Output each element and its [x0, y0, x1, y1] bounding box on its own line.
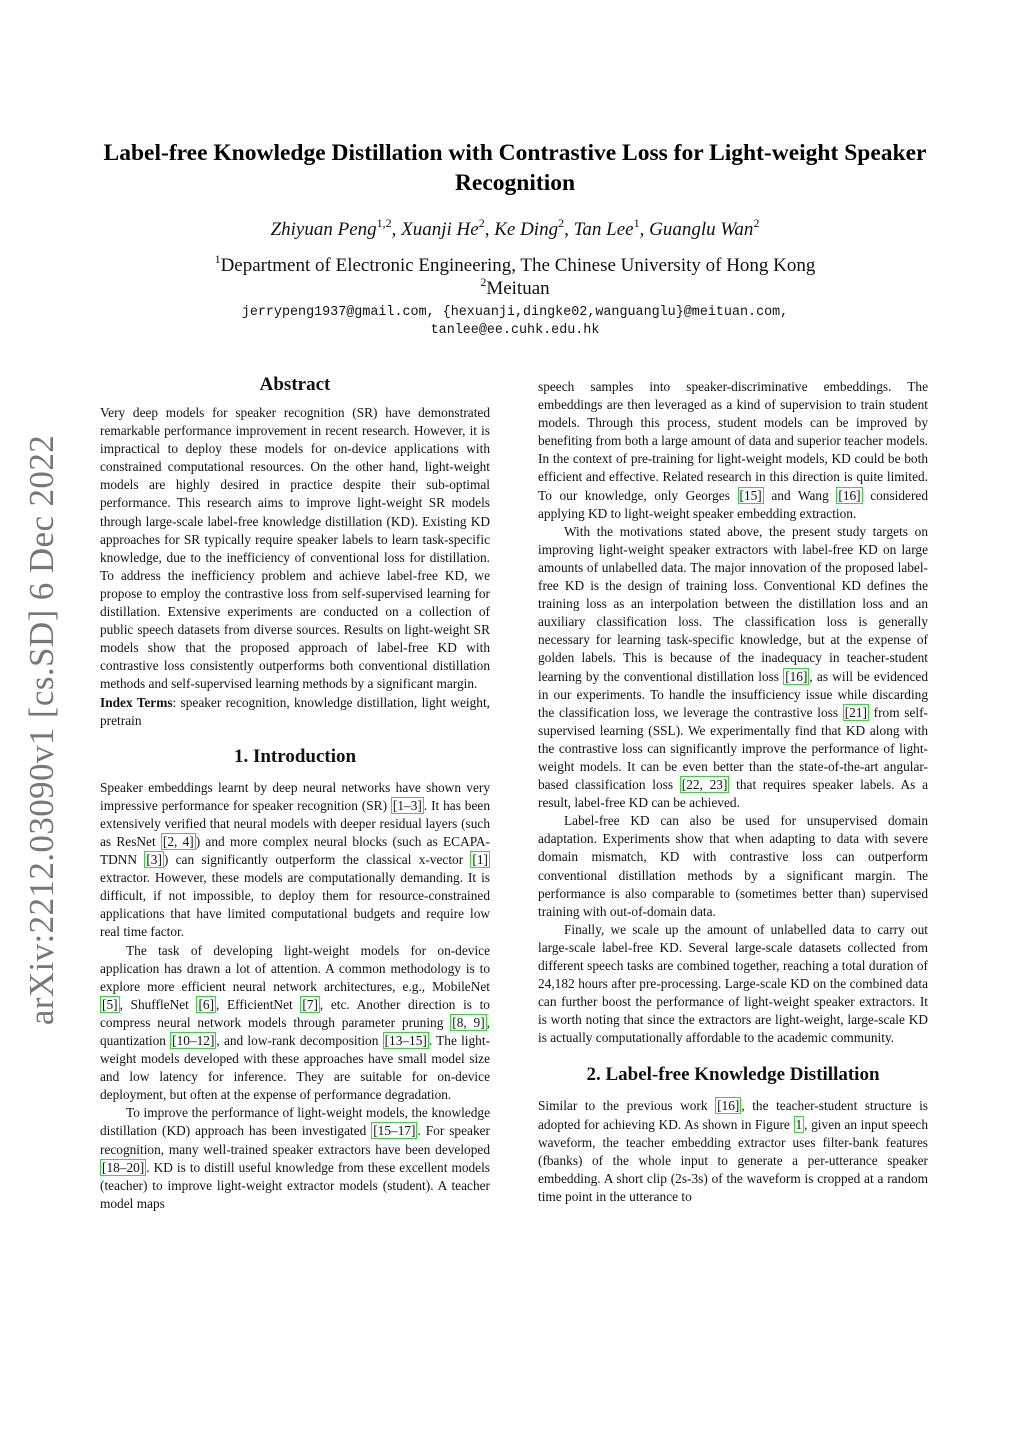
author-affiliation-mark: 1	[633, 216, 640, 230]
citation-link[interactable]: [21]	[844, 704, 867, 720]
citation-link[interactable]: [6]	[198, 996, 215, 1012]
citation-link[interactable]: [16]	[717, 1098, 740, 1114]
index-terms-text: : speaker recognition, knowledge distillation, light weight, pretrain	[100, 694, 490, 728]
intro-paragraph: Label-free KD can also be used for unsupervised domain adaptation. Experiments show that when adapting to data with severe domain mismatch, KD with contrastive loss can outperform conventional distillation methods by a significant margin. The performance is also comparable to (sometimes better than) supervised training with out-of-domain data.	[538, 813, 928, 919]
index-terms-label: Index Terms	[100, 694, 173, 710]
citation-link[interactable]: [1–3]	[392, 797, 422, 813]
arxiv-identifier[interactable]: arXiv:2212.03090v1 [cs.SD] 6 Dec 2022	[22, 434, 61, 1026]
paper-header	[100, 138, 930, 340]
citation-link[interactable]: [15]	[739, 487, 762, 503]
abstract-heading: Abstract	[259, 374, 331, 395]
affiliation-mark: 2	[480, 275, 487, 289]
citation-link[interactable]: [3]	[146, 852, 162, 868]
affiliation-text: Meituan	[486, 278, 550, 299]
email-line: tanlee@ee.cuhk.edu.hk	[430, 323, 600, 338]
citation-link[interactable]: [2, 4]	[162, 833, 194, 849]
author-name: Xuanji He	[401, 219, 479, 240]
introduction-heading: 1. Introduction	[233, 745, 357, 767]
citation-link[interactable]: [13–15]	[384, 1033, 427, 1048]
author-name: Ke Ding	[494, 219, 559, 240]
intro-paragraph: Finally, we scale up the amount of unlabelled data to carry out large-scale label-free KD. Several large-scale datasets collected from different speech tasks are combined together, reaching a total duration of 24,182 hours after pre-processing. Large-scale KD on the combined data can further boost the performance of light-weight speaker extractors. It is worth noting that since the extractors are light-weight, large-scale KD is actually computationally affordable to the academic community.	[538, 921, 928, 1046]
affiliation	[100, 277, 930, 300]
citation-link[interactable]: [16]	[838, 487, 861, 503]
citation-link[interactable]: [10–12]	[172, 1033, 215, 1048]
citation-link[interactable]: [8, 9]	[452, 1014, 485, 1030]
paper-title: Label-free Knowledge Distillation with Contrastive Loss for Light-weight Speaker Recognition	[103, 140, 927, 196]
right-column	[538, 378, 928, 1206]
author-name: Zhiyuan Peng	[270, 219, 377, 240]
author-affiliation-mark: 2	[558, 216, 565, 230]
label-free-kd-heading: 2. Label-free Knowledge Distillation	[586, 1064, 880, 1086]
affiliation	[100, 254, 930, 277]
index-terms	[100, 694, 490, 730]
intro-paragraph: To improve the performance of light-weight models, the knowledge distillation (KD) approach has been investigated [15–17] . For speaker recognition, many well-trained speaker extractors have been developed [18–20] . KD is to distill useful knowledge from these excellent models (teacher) to improve light-weight extractor models (student). A teacher model maps	[100, 1105, 490, 1211]
author-name: Guanglu Wan	[649, 219, 754, 240]
author-affiliation-mark: 2	[478, 216, 485, 230]
citation-link[interactable]: [16]	[785, 668, 808, 684]
citation-link[interactable]: [18–20]	[102, 1159, 145, 1175]
author-affiliation-mark: 1,2	[376, 216, 392, 230]
email-line: jerrypeng1937@gmail.com, {hexuanji,dingke02,wanguanglu}@meituan.com,	[241, 305, 789, 320]
left-column	[100, 372, 490, 1213]
author-list: Zhiyuan Peng$^{1,2}$, Xuanji He$^2$, Ke Ding$^2$, Tan Lee$^1$, Guanglu Wan$^2$	[270, 216, 760, 240]
citation-link[interactable]: [1]	[472, 852, 488, 868]
author-name: Tan Lee	[573, 219, 634, 240]
author-affiliation-mark: 2	[753, 216, 760, 230]
section-paragraph: Similar to the previous work [16] , the teacher-student structure is adopted for achieving KD. As shown in Figure 1 , given an input speech waveform, the teacher embedding extractor uses filter-bank features (fbanks) of the whole input to generate a per-utterance speaker embedding. A short clip (2s-3s) of the waveform is cropped at a random time point in the utterance to	[538, 1098, 929, 1204]
abstract-text: Very deep models for speaker recognition (SR) have demonstrated remarkable performance improvement in recent research. However, it is impractical to deploy these models for on-device applications with constrained computational resources. On the other hand, light-weight models are highly desired in practice despite their sub-optimal performance. This research aims to improve light-weight SR models through large-scale label-free knowledge distillation (KD). Existing KD approaches for SR typically require speaker labels to learn task-specific knowledge, due to the inefficiency of conventional loss for distillation. To address the inefficiency problem and achieve label-free KD, we propose to employ the contrastive loss from self-supervised learning for distillation. Extensive experiments are conducted on a collection of public speech datasets from diverse sources. Results on light-weight SR models show that the proposed approach of label-free KD with contrastive loss consistently outperforms both conventional distillation methods and self-supervised learning methods by a significant margin.	[100, 405, 490, 692]
intro-paragraph: Speaker embeddings learnt by deep neural networks have shown very impressive performance for speaker recognition (SR) [1–3] . It has been extensively verified that neural models with deeper residual layers (such as ResNet [2, 4] ) and more complex neural blocks (such as ECAPA-TDNN [3] ) can significantly outperform the classical x-vector [1] extractor. However, these models are computationally demanding. It is difficult, if not impossible, to deploy them for resource-constrained applications that have limited computational budgets and require low real time factor.	[100, 779, 490, 940]
affiliation-text: Department of Electronic Engineering, The Chinese University of Hong Kong	[220, 255, 816, 276]
citation-link[interactable]: [5]	[102, 996, 118, 1012]
citation-link[interactable]: [22, 23]	[681, 777, 728, 793]
intro-paragraph-continued: speech samples into speaker-discriminative embeddings. The embeddings are then leveraged as a kind of supervision to train student models. Through this process, student models can be improved by benefiting from both a large amount of data and superior teacher models. In the context of pre-training for light-weight models, KD could be both efficient and effective. Related research in this direction is quite limited. To our knowledge, only Georges [15] and Wang [16] considered applying KD to light-weight speaker embedding extraction.	[538, 379, 929, 521]
citation-link[interactable]: [7]	[302, 996, 318, 1012]
intro-paragraph: With the motivations stated above, the present study targets on improving light-weight speaker extractors with label-free KD on large amounts of unlabelled data. The major innovation of the proposed label-free KD is the design of training loss. Conventional KD defines the training loss as an interpolation between the distillation loss and an auxiliary classification loss. The classification loss is generally necessary for learning task-specific knowledge, but at the expense of golden labels. This is because of the inadequacy in teacher-student learning by the conventional distillation loss [16] , as will be evidenced in our experiments. To handle the insufficiency issue while discarding the classification loss, we leverage the contrastive loss [21] from self-supervised learning (SSL). We experimentally find that KD along with the contrastive loss can significantly improve the performance of light-weight models. It can be even better than the state-of-the-art angular-based classification loss [22, 23] that requires speaker labels. As a result, label-free KD can be achieved.	[538, 523, 929, 811]
citation-link[interactable]: 1	[795, 1116, 803, 1132]
affiliation-mark: 1	[214, 252, 221, 266]
intro-paragraph: The task of developing light-weight models for on-device application has drawn a lot of attention. A common methodology is to explore more efficient neural network architectures, e.g., MobileNet [5] , ShuffleNet [6] , EfficientNet [7] , etc. Another direction is to compress neural network models through parameter pruning [8, 9] , quantization [10–12] , and low-rank decomposition [13–15] . The light-weight models developed with these approaches have small model size and low latency for inference. They are suitable for on-device deployment, but often at the expense of performance degradation.	[100, 942, 491, 1103]
citation-link[interactable]: [15–17]	[373, 1123, 416, 1139]
